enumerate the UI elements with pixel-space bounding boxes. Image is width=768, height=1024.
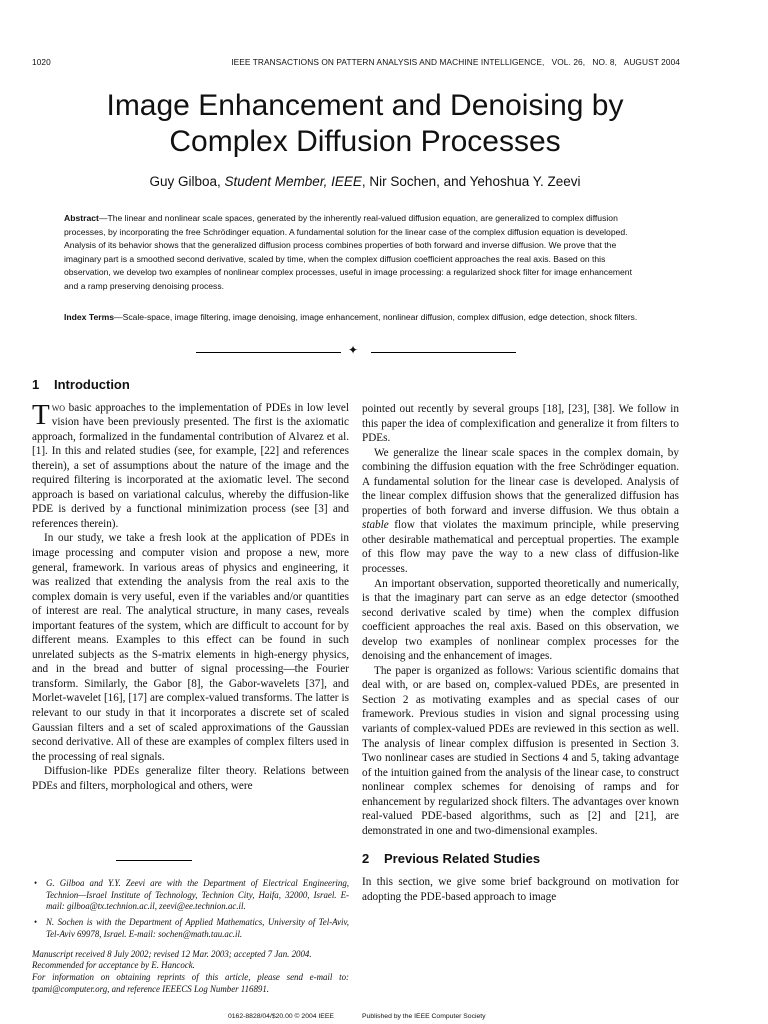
paragraph-6: The paper is organized as follows: Various scientific domains that deal with, or are based on, complex-valued PDEs, are presented in Section 2 as motivating examples and as special cases of our framework. Previous studies in vision and signal processing using variants of complex-valued PDEs are reviewed in this section as well. The analysis of linear complex diffusion is presented in Section 3. Two nonlinear cases are studied in Sections 4 and 5, taking advantage of the intuition gained from the analysis of the linear case, to construct nonlinear complex schemes for denoising of ramps and for enhancement by regularized shock filters. The advantages over known real-valued PDE-based algorithms, such as [2] and [21], are demonstrated in one and two-dimensional examples. [362, 664, 679, 837]
author-list [40, 174, 690, 189]
section-2-paragraph-1: In this section, we give some brief background on motivation for adopting the PDE-based approach to image [362, 875, 679, 903]
index-terms-text: —Scale-space, image filtering, image denoising, image enhancement, nonlinear diffusion, complex diffusion, edge detection, shock filters. [114, 312, 638, 322]
section-1-title: Introduction [54, 377, 130, 392]
section-2-number: 2 [362, 851, 370, 867]
footnote-affiliation-2: • N. Sochen is with the Department of Applied Mathematics, University of Tel-Aviv, Tel-Aviv 69978, Israel. E-mail: sochen@math.tau.ac.il. [46, 917, 349, 940]
abstract-label: Abstract [64, 213, 99, 223]
manuscript-editor: Recommended for acceptance by E. Hancock. [32, 960, 195, 971]
divider-star-icon: ✦ [348, 343, 359, 357]
left-column [32, 378, 349, 793]
page-number: 1020 [32, 57, 51, 67]
paragraph-3-continued: pointed out recently by several groups [18], [23], [38]. We follow in this paper the idea of complexification and generalize it from filters to PDEs. [362, 403, 679, 445]
index-terms [64, 311, 642, 325]
section-2-title: Previous Related Studies [384, 851, 541, 867]
index-terms-label: Index Terms [64, 312, 114, 322]
manuscript-info [32, 949, 349, 996]
section-1-heading [32, 378, 349, 393]
paragraph-4 [362, 446, 679, 577]
divider-line-left [196, 352, 341, 353]
paragraph-4-text-a: We generalize the linear scale spaces in the complex domain, by combining the diffusion equation with the free Schrödinger equation. A fundamental solution for the linear case is developed. Analysis of the linear complex diffusion shows that the generalized diffusion has properties of both forward and inverse diffusion. We thus obtain a [362, 446, 679, 517]
author-1-role: Student Member, IEEE [224, 174, 362, 189]
title-line-1: Image Enhancement and Denoising by [106, 89, 624, 122]
title-line-2: Complex Diffusion Processes [169, 125, 561, 158]
section-2-heading [362, 852, 679, 867]
footnote-affiliation-1: • G. Gilboa and Y.Y. Zeevi are with the Department of Electrical Engineering, Technion—Israel Institute of Technology, Technion City, Haifa, 32000, Israel. E-mail: gilboa@tx.technion.ac.il, zeevi@ee.technion.ac.il. [46, 878, 349, 913]
paragraph-5: An important observation, supported theoretically and numerically, is that the imaginary part can serve as an edge detector (smoothed second derivative scaled by time) when the complex diffusion coefficient approaches the real axis. Based on this observation, we develop two examples of nonlinear complex processes for the denoising and the enhancement of images. [362, 577, 679, 663]
abstract-text: —The linear and nonlinear scale spaces, generated by the inherently real-valued diffusion equation, are generalized to complex diffusion processes, by incorporating the free Schrödinger equation. A fundamental solution for the linear case of the complex diffusion equation is developed. Analysis of its behavior shows that the generalized diffusion process combines properties of both forward and inverse diffusion. We prove that the imaginary part is a smoothed second derivative, scaled by time, when the complex diffusion coefficient approaches the real axis. Based on this observation, we develop two examples of nonlinear complex processes, useful in image processing: a regularized shock filter for image enhancement and a ramp preserving denoising process. [64, 213, 632, 291]
reprints-info: For information on obtaining reprints of this article, please send e-mail to: tpami@computer.org, and reference IEEECS Log Number 116891. [32, 971, 349, 994]
footer-publisher: Published by the IEEE Computer Society [362, 1013, 486, 1020]
manuscript-dates: Manuscript received 8 July 2002; revised 12 Mar. 2003; accepted 7 Jan. 2004. [32, 948, 312, 959]
divider-line-right [371, 352, 516, 353]
section-divider [196, 343, 516, 358]
paragraph-1-text: basic approaches to the implementation of PDEs in low level vision have been previously presented. The first is the axiomatic approach, formalized in the fundamental contribution of Alvarez et al. [1]. In this and related studies (see, for example, [22] and references therein), a set of assumptions about the nature of the image and the required filtering is incorporated at the axiomatic level. The second approach is based on variational calculus, whereby the diffusion-like PDE is derived by a functional minimization process (see [3] and references therein). [32, 401, 349, 530]
other-authors: , Nir Sochen, and Yehoshua Y. Zeevi [361, 174, 581, 189]
paragraph-1 [32, 398, 349, 532]
footnote-rule [116, 860, 192, 861]
drop-cap-rest: wo [51, 401, 66, 414]
paragraph-4-emphasis: stable [362, 519, 389, 532]
footer-copyright: 0162-8828/04/$20.00 © 2004 IEEE [228, 1013, 334, 1020]
section-1-number: 1 [32, 377, 40, 392]
paragraph-4-text-b: flow that violates the maximum principle, while preserving other desirable mathematical and perceptual properties. The example of this flow may pave the way to a new class of diffusion-like processes. [362, 519, 679, 576]
right-column [362, 402, 679, 904]
paragraph-2: In our study, we take a fresh look at the application of PDEs in image processing and computer vision and propose a new, more general, framework. In various areas of physics and engineering, it was realized that extending the analysis from the real axis to the complex domain is very useful, even if the variables and/or quantities of interest are real. The analytical structure, in many cases, reveals important features of the system, which are difficult to account for by different means. Examples to this effect can be found in such unrelated subjects as the S-matrix elements in high-energy physics, and in the bread and butter of signal processing—the Fourier transform. Similarly, the Gabor [8], the Gabor-wavelets [37], and Morlet-wavelet [16], [17] are complex-valued transforms. The latter is relevant to our study in that it incorporates a discrete set of scaled Gaussian filters and a set of scaled approximations of the Gaussian second derivative. All of these are examples of complex filters used in the processing of real signals. [32, 532, 349, 763]
author-1: Guy Gilboa, [149, 174, 225, 189]
paper-title [40, 88, 690, 160]
drop-cap: T [32, 398, 50, 431]
footnotes [32, 878, 349, 995]
abstract [64, 212, 642, 294]
journal-name: IEEE TRANSACTIONS ON PATTERN ANALYSIS AND MACHINE INTELLIGENCE, VOL. 26, NO. 8, AUGUST 2004 [231, 57, 680, 67]
paragraph-3: Diffusion-like PDEs generalize filter theory. Relations between PDEs and filters, morphological and others, were [32, 765, 349, 792]
